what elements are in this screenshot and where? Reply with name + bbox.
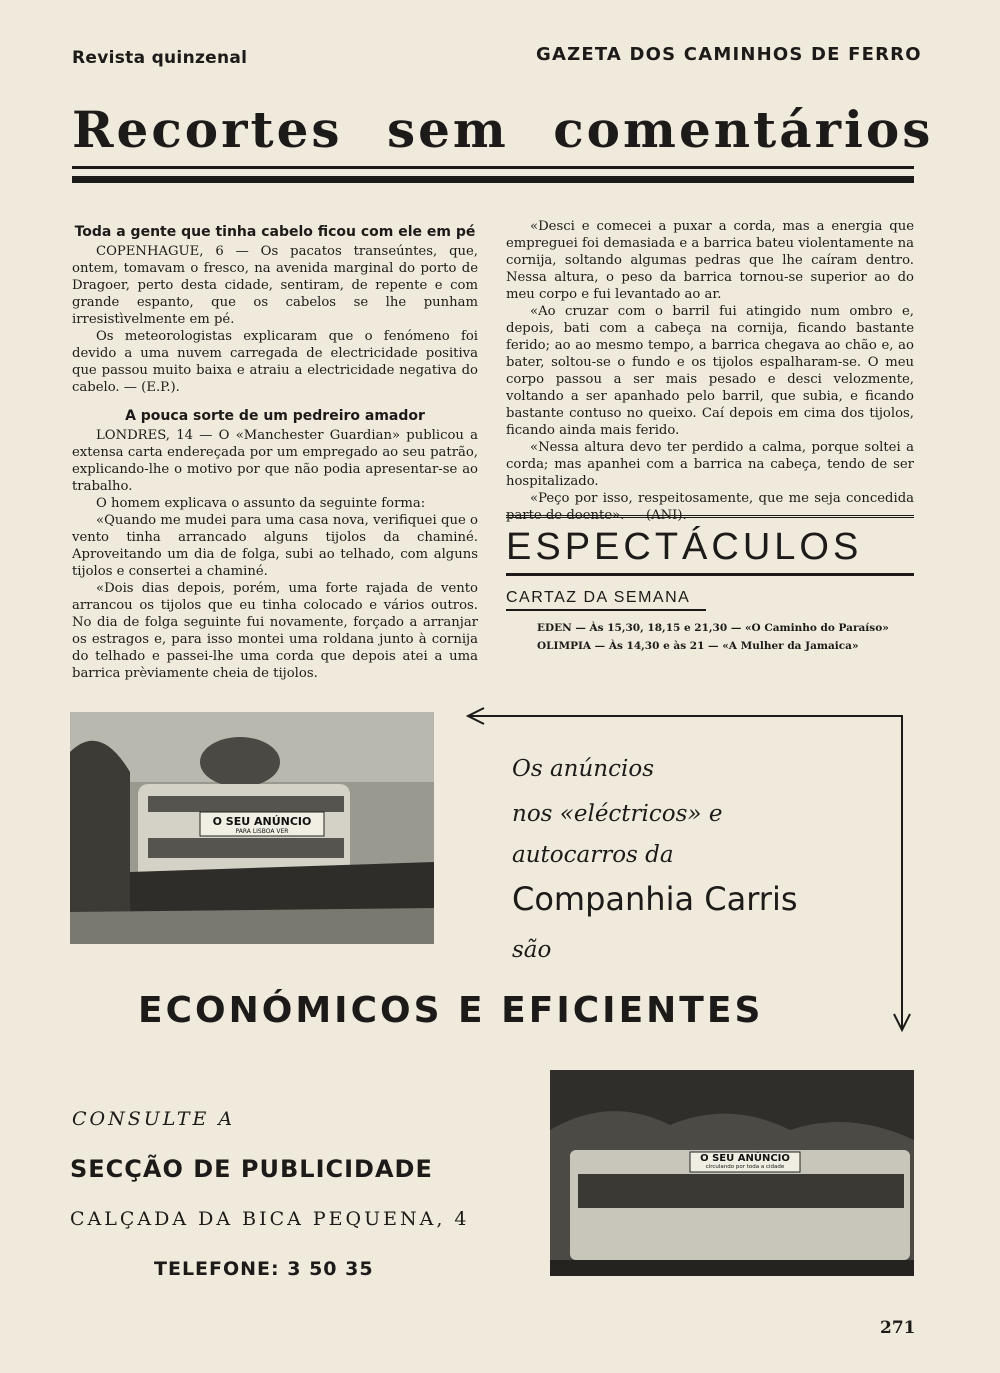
bus-ad-subtext: PARA LISBOA VER	[235, 828, 289, 835]
article-paragraph: «Ao cruzar com o barril fui atingido num ombro e, depois, bati com a cabeça na cornija, ficando bastante ferido; ao ao mesmo tempo, a barrica chegava ao chão e, ao bater, soltou-se o fundo e os tijolos espalharam-se. O meu corpo passou a ser mais pesado e desci velozmente, voltando a ser apanhado pelo barril, que subia, e ficando bastante contuso no queixo. Caí depois em cima dos tijolos, ficando ainda mais ferido.	[506, 304, 914, 438]
article-title: A pouca sorte de um pedreiro amador	[125, 408, 425, 424]
divider	[506, 515, 914, 518]
ad-line: são	[512, 937, 552, 963]
ad-line: nos «eléctricos» e	[512, 801, 723, 827]
right-column	[506, 218, 914, 524]
ad-consult: CONSULTE A	[72, 1108, 236, 1130]
tram-ad-sign: O SEU ANÚNCIO	[700, 1153, 790, 1164]
title-rule-thick	[72, 176, 914, 183]
espectaculos-subtitle: CARTAZ DA SEMANA	[506, 589, 691, 606]
ad-line: autocarros da	[512, 842, 674, 868]
article-paragraph: O homem explicava o assunto da seguinte forma:	[96, 496, 426, 511]
running-head-right: GAZETA DOS CAMINHOS DE FERRO	[536, 44, 922, 65]
bus-ad-sign: O SEU ANÚNCIO	[212, 815, 312, 828]
left-column	[72, 224, 478, 682]
running-head-left: Revista quinzenal	[72, 48, 248, 68]
article-paragraph: LONDRES, 14 — O «Manchester Guardian» publicou a extensa carta endereçada por um empregado ao seu patrão, explicando-lhe o motivo por que não podia apresentar-se ao trabalho.	[72, 428, 478, 494]
ad-line: Os anúncios	[512, 756, 655, 782]
ad-company-name: Companhia Carris	[512, 880, 798, 918]
tram-ad-subtext: circulando por toda a cidade	[705, 1164, 785, 1170]
show-listing: EDEN — Às 15,30, 18,15 e 21,30 — «O Caminho do Paraíso»	[537, 622, 889, 634]
article-paragraph: «Nessa altura devo ter perdido a calma, porque soltei a corda; mas apanhei com a barrica na cabeça, tendo de ser hospitalizado.	[506, 440, 914, 489]
article-title: Toda a gente que tinha cabelo ficou com ele em pé	[74, 224, 476, 240]
article-paragraph: «Peço por isso, respeitosamente, que me seja concedida parte de doente». — (ANI).	[506, 491, 914, 523]
page-number: 271	[880, 1318, 916, 1338]
show-listing: OLIMPIA — Às 14,30 e às 21 — «A Mulher da Jamaica»	[537, 640, 859, 652]
article-paragraph: «Quando me mudei para uma casa nova, verifiquei que o vento tinha arrancado alguns tijolos da chaminé. Aproveitando um dia de folga, subi ao telhado, com alguns tijolos e consertei a chaminé.	[72, 513, 478, 579]
espectaculos-title: ESPECTÁCULOS	[506, 526, 863, 568]
ad-address: CALÇADA DA BICA PEQUENA, 4	[70, 1208, 470, 1230]
bus-photo	[70, 712, 434, 944]
title-rule-thin	[72, 166, 914, 169]
tram-photo	[550, 1070, 914, 1276]
section-title: Recortes sem comentários	[72, 100, 934, 159]
ad-phone: TELEFONE: 3 50 35	[154, 1258, 374, 1280]
article-paragraph: COPENHAGUE, 6 — Os pacatos transeúntes, que, ontem, tomavam o fresco, na avenida marginal do porto de Dragoer, perto desta cidade, sentiram, de repente e com grande espanto, que os cabelos se lhe punham irresistìvelmente em pé.	[72, 244, 478, 327]
ad-headline: ECONÓMICOS E EFICIENTES	[138, 990, 764, 1031]
ad-section-name: SECÇÃO DE PUBLICIDADE	[70, 1155, 433, 1183]
article-paragraph: Os meteorologistas explicaram que o fenómeno foi devido a uma nuvem carregada de electricidade positiva que passou muito baixa e atraiu a electricidade negativa do cabelo. — (E.P.).	[72, 329, 478, 395]
divider	[506, 573, 914, 576]
divider	[506, 609, 706, 611]
article-paragraph: «Desci e comecei a puxar a corda, mas a energia que empreguei foi demasiada e a barrica bateu violentamente na cornija, soltando algumas pedras que lhe caíram dentro. Nessa altura, o peso da barrica tornou-se superior ao do meu corpo e fui levantado ao ar.	[506, 219, 914, 302]
article-paragraph: «Dois dias depois, porém, uma forte rajada de vento arrancou os tijolos que eu tinha colocado e vários outros. No dia de folga seguinte fui novamente, forçado a arranjar os estragos e, para isso montei uma roldana junto à cornija do telhado e passei-lhe uma corda que depois atei a uma barrica prèviamente cheia de tijolos.	[72, 581, 478, 681]
